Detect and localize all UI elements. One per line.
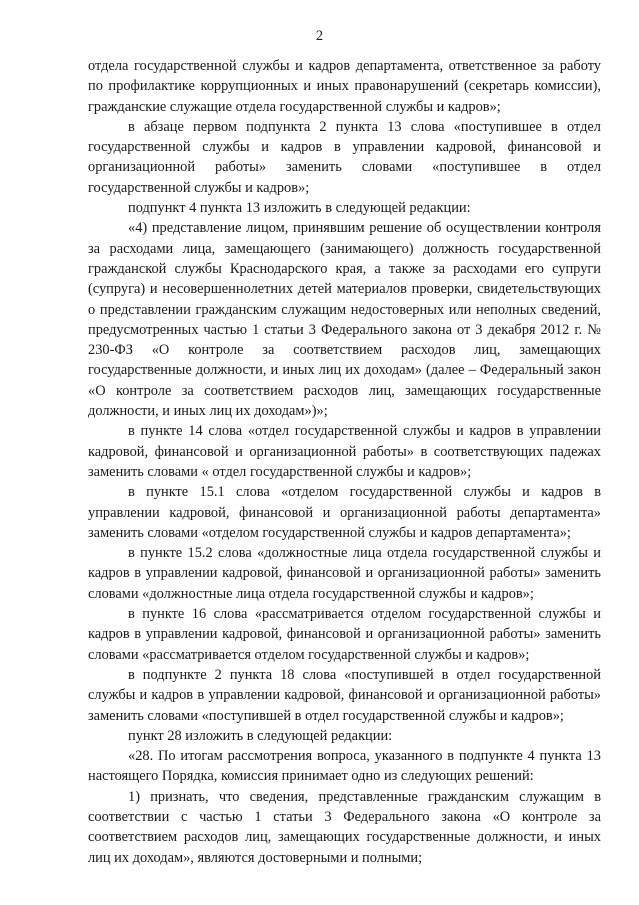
page-number: 2 (315, 28, 324, 44)
paragraph-12: 1) признать, что сведения, представленные гражданским служащим в соответствии с частью 1 статьи 3 Федерального закона «О контроле за соответствием расходов лиц, замещающих государственные должности, и иных лиц их доходам», являются достоверными и полными; (88, 788, 601, 866)
paragraph-1: отдела государственной службы и кадров департамента, ответственное за работу по профилактике коррупционных и иных правонарушений (секретарь комиссии), гражданские служащие отдела государственной службы и кадров»; (88, 58, 601, 115)
paragraph-5: в пункте 14 слова «отдел государственной службы и кадров в управлении кадровой, финансовой и организационной работы» в соответствующих падежах заменить словами « отдел государственной службы и кадров»; (88, 423, 601, 480)
paragraph-2: в абзаце первом подпункта 2 пункта 13 слова «поступившее в отдел государственной службы и кадров в управлении кадровой, финансовой и организационной работы» заменить словами «поступившее в отдел государственной службы и кадров»; (88, 118, 601, 196)
paragraph-6: в пункте 15.1 слова «отделом государственной службы и кадров в управлении кадровой, финансовой и организационной работы департамента» заменить словами «отделом государственной службы и кадров департамента»; (88, 484, 601, 541)
paragraph-3: подпункт 4 пункта 13 изложить в следующей редакции: (128, 200, 471, 217)
document-body (88, 56, 601, 868)
paragraph-8: в пункте 16 слова «рассматривается отделом государственной службы и кадров в управлении кадровой, финансовой и организационной работы» заменить словами «рассматривается отделом государственной службы и кадров»; (88, 606, 601, 663)
paragraph-4: «4) представление лицом, принявшим решение об осуществлении контроля за расходами лица, замещающего (занимающего) должность государственной гражданской службы Краснодарского края, а также за расходами его супруги (супруга) и несовершеннолетних детей материалов проверки, свидетельствующих о представлении гражданским служащим недостоверных или неполных сведений, предусмотренных частью 1 статьи 3 Федерального закона от 3 декабря 2012 г. № 230-ФЗ «О контроле за соответствием расходов лиц, замещающих государственные должности, и иных лиц их доходам» (далее – Федеральный закон «О контроле за соответствием расходов лиц, замещающих государственные должности, и иных лиц их доходам»)»; (88, 220, 601, 420)
paragraph-7: в пункте 15.2 слова «должностные лица отдела государственной службы и кадров в управлении кадровой, финансовой и организационной работы» заменить словами «должностные лица отдела государственной службы и кадров»; (88, 545, 601, 602)
paragraph-9: в подпункте 2 пункта 18 слова «поступившей в отдел государственной службы и кадров в управлении кадровой, финансовой и организационной работы» заменить словами «поступившей в отдел государственной службы и кадров»; (88, 666, 601, 724)
paragraph-10: пункт 28 изложить в следующей редакции: (128, 727, 393, 744)
paragraph-11: «28. По итогам рассмотрения вопроса, указанного в подпункте 4 пункта 13 настоящего Порядка, комиссия принимает одно из следующих решений: (88, 748, 601, 785)
